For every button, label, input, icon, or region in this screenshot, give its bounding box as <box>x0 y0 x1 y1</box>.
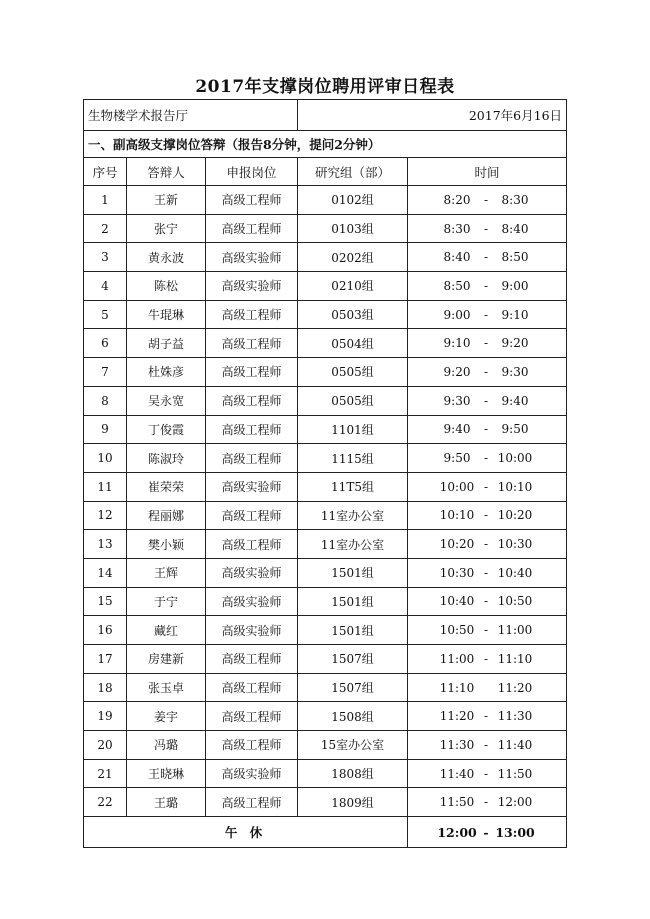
time-end: 10:10 <box>497 479 533 494</box>
candidate-name: 陈松 <box>127 272 206 301</box>
candidate-name: 姜宇 <box>127 702 206 731</box>
research-group: 0210组 <box>298 272 408 301</box>
lunch-label: 午 休 <box>84 817 408 848</box>
seq-number: 18 <box>84 673 127 702</box>
seq-number: 20 <box>84 731 127 760</box>
page-title: 2017年支撑岗位聘用评审日程表 <box>195 77 455 97</box>
research-group: 1501组 <box>298 587 408 616</box>
table-row <box>84 444 567 473</box>
seq-number: 11 <box>84 472 127 501</box>
time-separator: - <box>483 479 489 494</box>
table-row <box>84 415 567 444</box>
table-row <box>84 214 567 243</box>
position: 高级实验师 <box>206 243 298 272</box>
time-end: 10:40 <box>497 565 533 580</box>
time-start: 10:00 <box>439 479 475 494</box>
candidate-name: 程丽娜 <box>127 501 206 530</box>
time-end: 11:30 <box>497 709 533 724</box>
candidate-name: 王辉 <box>127 558 206 587</box>
schedule-table <box>83 99 567 848</box>
research-group: 1501组 <box>298 616 408 645</box>
seq-number: 7 <box>84 358 127 387</box>
position: 高级工程师 <box>206 788 298 817</box>
time-cell <box>408 501 567 530</box>
research-group: 1501组 <box>298 558 408 587</box>
research-group: 0202组 <box>298 243 408 272</box>
time-separator: - <box>483 451 489 466</box>
time-end: 8:50 <box>501 250 529 265</box>
time-separator: - <box>483 422 489 437</box>
time-cell <box>408 272 567 301</box>
time-start: 11:40 <box>439 766 475 781</box>
seq-number: 12 <box>84 501 127 530</box>
time-end: 11:10 <box>497 651 533 666</box>
position: 高级实验师 <box>206 558 298 587</box>
time-end: 11:00 <box>497 623 533 638</box>
research-group: 1808组 <box>298 759 408 788</box>
research-group: 1115组 <box>298 444 408 473</box>
time-start: 9:30 <box>443 393 471 408</box>
time-start: 11:10 <box>439 680 475 695</box>
candidate-name: 藏红 <box>127 616 206 645</box>
research-group: 0503组 <box>298 300 408 329</box>
time-start: 10:20 <box>439 537 475 552</box>
time-start: 11:20 <box>439 709 475 724</box>
time-start: 10:30 <box>439 565 475 580</box>
time-end: 8:40 <box>501 221 529 236</box>
research-group: 0504组 <box>298 329 408 358</box>
venue: 生物楼学术报告厅 <box>84 100 298 131</box>
time-end: 9:10 <box>501 307 529 322</box>
candidate-name: 张玉卓 <box>127 673 206 702</box>
time-end: 9:30 <box>501 364 529 379</box>
position: 高级实验师 <box>206 472 298 501</box>
time-cell <box>408 386 567 415</box>
time-start: 11:00 <box>439 651 475 666</box>
seq-number: 1 <box>84 186 127 215</box>
time-start: 10:50 <box>439 623 475 638</box>
time-separator: - <box>483 565 489 580</box>
candidate-name: 房建新 <box>127 645 206 674</box>
time-end: 9:00 <box>501 278 529 293</box>
research-group: 0505组 <box>298 358 408 387</box>
seq-number: 16 <box>84 616 127 645</box>
table-row <box>84 616 567 645</box>
table-row <box>84 243 567 272</box>
position: 高级实验师 <box>206 616 298 645</box>
time-end: 11:20 <box>497 680 533 695</box>
time-separator: - <box>483 278 489 293</box>
time-separator: - <box>483 393 489 408</box>
time-separator: - <box>483 537 489 552</box>
time-start: 9:40 <box>443 422 471 437</box>
seq-number: 14 <box>84 558 127 587</box>
seq-number: 19 <box>84 702 127 731</box>
time-cell <box>408 673 567 702</box>
time-end: 9:50 <box>501 422 529 437</box>
time-cell <box>408 645 567 674</box>
position: 高级工程师 <box>206 415 298 444</box>
time-separator: - <box>483 364 489 379</box>
candidate-name: 杜姝彦 <box>127 358 206 387</box>
table-row <box>84 645 567 674</box>
time-cell <box>408 530 567 559</box>
time-start: 9:10 <box>443 336 471 351</box>
time-end: 10:50 <box>497 594 533 609</box>
candidate-name: 于宁 <box>127 587 206 616</box>
section-title: 一、副高级支撑岗位答辩（报告8分钟，提问2分钟） <box>84 131 567 158</box>
table-row <box>84 472 567 501</box>
time-cell <box>408 415 567 444</box>
time-start: 10:40 <box>439 594 475 609</box>
time-cell <box>408 817 567 848</box>
research-group: 1507组 <box>298 645 408 674</box>
candidate-name: 崔荣荣 <box>127 472 206 501</box>
research-group: 1507组 <box>298 673 408 702</box>
candidate-name: 冯璐 <box>127 731 206 760</box>
candidate-name: 陈淑玲 <box>127 444 206 473</box>
time-end: 9:20 <box>501 336 529 351</box>
candidate-name: 吴永宽 <box>127 386 206 415</box>
table-row <box>84 386 567 415</box>
position: 高级工程师 <box>206 214 298 243</box>
time-cell <box>408 214 567 243</box>
time-start: 10:10 <box>439 508 475 523</box>
time-cell <box>408 788 567 817</box>
table-row <box>84 329 567 358</box>
time-end: 11:50 <box>497 766 533 781</box>
table-row <box>84 300 567 329</box>
time-cell <box>408 444 567 473</box>
candidate-name: 黄永波 <box>127 243 206 272</box>
research-group: 0505组 <box>298 386 408 415</box>
seq-number: 2 <box>84 214 127 243</box>
time-separator: - <box>483 709 489 724</box>
table-row <box>84 501 567 530</box>
time-start: 9:50 <box>443 451 471 466</box>
research-group: 15室办公室 <box>298 731 408 760</box>
time-cell <box>408 731 567 760</box>
table-row <box>84 530 567 559</box>
position: 高级工程师 <box>206 673 298 702</box>
time-cell <box>408 558 567 587</box>
time-end: 10:00 <box>497 451 533 466</box>
time-start: 8:20 <box>443 192 471 207</box>
seq-number: 5 <box>84 300 127 329</box>
time-separator: - <box>483 766 489 781</box>
time-end: 10:30 <box>497 537 533 552</box>
position: 高级工程师 <box>206 358 298 387</box>
time-separator: - <box>483 221 489 236</box>
time-end: 11:40 <box>497 737 533 752</box>
candidate-name: 胡子益 <box>127 329 206 358</box>
seq-number: 9 <box>84 415 127 444</box>
research-group: 11T5组 <box>298 472 408 501</box>
table-row <box>84 358 567 387</box>
time-separator: - <box>483 623 489 638</box>
research-group: 1101组 <box>298 415 408 444</box>
time-start: 8:50 <box>443 278 471 293</box>
seq-number: 10 <box>84 444 127 473</box>
table-row <box>84 587 567 616</box>
time-end: 10:20 <box>497 508 533 523</box>
position: 高级实验师 <box>206 272 298 301</box>
time-cell <box>408 616 567 645</box>
seq-number: 3 <box>84 243 127 272</box>
time-cell <box>408 186 567 215</box>
time-start: 12:00 <box>437 824 477 840</box>
research-group: 0102组 <box>298 186 408 215</box>
seq-number: 13 <box>84 530 127 559</box>
position: 高级工程师 <box>206 702 298 731</box>
research-group: 1508组 <box>298 702 408 731</box>
header-cell: 时间 <box>408 158 567 186</box>
header-cell: 序号 <box>84 158 127 186</box>
candidate-name: 樊小颖 <box>127 530 206 559</box>
table-row <box>84 186 567 215</box>
seq-number: 8 <box>84 386 127 415</box>
time-start: 8:30 <box>443 221 471 236</box>
time-start: 8:40 <box>443 250 471 265</box>
time-cell <box>408 472 567 501</box>
table-row <box>84 558 567 587</box>
table-row <box>84 759 567 788</box>
time-cell <box>408 759 567 788</box>
time-separator: - <box>483 737 489 752</box>
seq-number: 6 <box>84 329 127 358</box>
candidate-name: 王新 <box>127 186 206 215</box>
position: 高级工程师 <box>206 731 298 760</box>
seq-number: 17 <box>84 645 127 674</box>
position: 高级工程师 <box>206 501 298 530</box>
candidate-name: 王璐 <box>127 788 206 817</box>
time-cell <box>408 587 567 616</box>
header-cell: 答辩人 <box>127 158 206 186</box>
research-group: 0103组 <box>298 214 408 243</box>
table-row <box>84 731 567 760</box>
time-separator: - <box>483 824 489 840</box>
time-separator: - <box>483 594 489 609</box>
time-separator: - <box>483 651 489 666</box>
table-row <box>84 702 567 731</box>
venue-row <box>84 100 567 131</box>
candidate-name: 张宁 <box>127 214 206 243</box>
time-start: 9:00 <box>443 307 471 322</box>
seq-number: 15 <box>84 587 127 616</box>
table-row <box>84 673 567 702</box>
candidate-name: 丁俊霞 <box>127 415 206 444</box>
table-row <box>84 788 567 817</box>
time-end: 8:30 <box>501 192 529 207</box>
time-separator: - <box>483 795 489 810</box>
position: 高级实验师 <box>206 759 298 788</box>
header-cell: 研究组（部） <box>298 158 408 186</box>
time-separator: - <box>483 307 489 322</box>
time-cell <box>408 329 567 358</box>
time-cell <box>408 243 567 272</box>
table-row <box>84 272 567 301</box>
time-cell <box>408 702 567 731</box>
time-start: 11:50 <box>439 795 475 810</box>
time-separator: - <box>483 508 489 523</box>
time-cell <box>408 300 567 329</box>
position: 高级工程师 <box>206 186 298 215</box>
lunch-row <box>84 817 567 848</box>
research-group: 1809组 <box>298 788 408 817</box>
position: 高级工程师 <box>206 444 298 473</box>
time-separator: - <box>483 192 489 207</box>
position: 高级工程师 <box>206 329 298 358</box>
position: 高级工程师 <box>206 645 298 674</box>
header-row <box>84 158 567 186</box>
time-separator <box>480 681 492 695</box>
research-group: 11室办公室 <box>298 530 408 559</box>
position: 高级工程师 <box>206 530 298 559</box>
section-row <box>84 131 567 158</box>
seq-number: 21 <box>84 759 127 788</box>
position: 高级实验师 <box>206 587 298 616</box>
time-end: 9:40 <box>501 393 529 408</box>
time-separator: - <box>483 336 489 351</box>
time-cell <box>408 358 567 387</box>
seq-number: 4 <box>84 272 127 301</box>
time-start: 9:20 <box>443 364 471 379</box>
time-end: 12:00 <box>497 795 533 810</box>
seq-number: 22 <box>84 788 127 817</box>
candidate-name: 牛琨琳 <box>127 300 206 329</box>
time-start: 11:30 <box>439 737 475 752</box>
time-separator: - <box>483 250 489 265</box>
position: 高级工程师 <box>206 300 298 329</box>
position: 高级工程师 <box>206 386 298 415</box>
research-group: 11室办公室 <box>298 501 408 530</box>
candidate-name: 王晓琳 <box>127 759 206 788</box>
time-end: 13:00 <box>495 824 535 840</box>
date: 2017年6月16日 <box>298 100 567 131</box>
header-cell: 申报岗位 <box>206 158 298 186</box>
